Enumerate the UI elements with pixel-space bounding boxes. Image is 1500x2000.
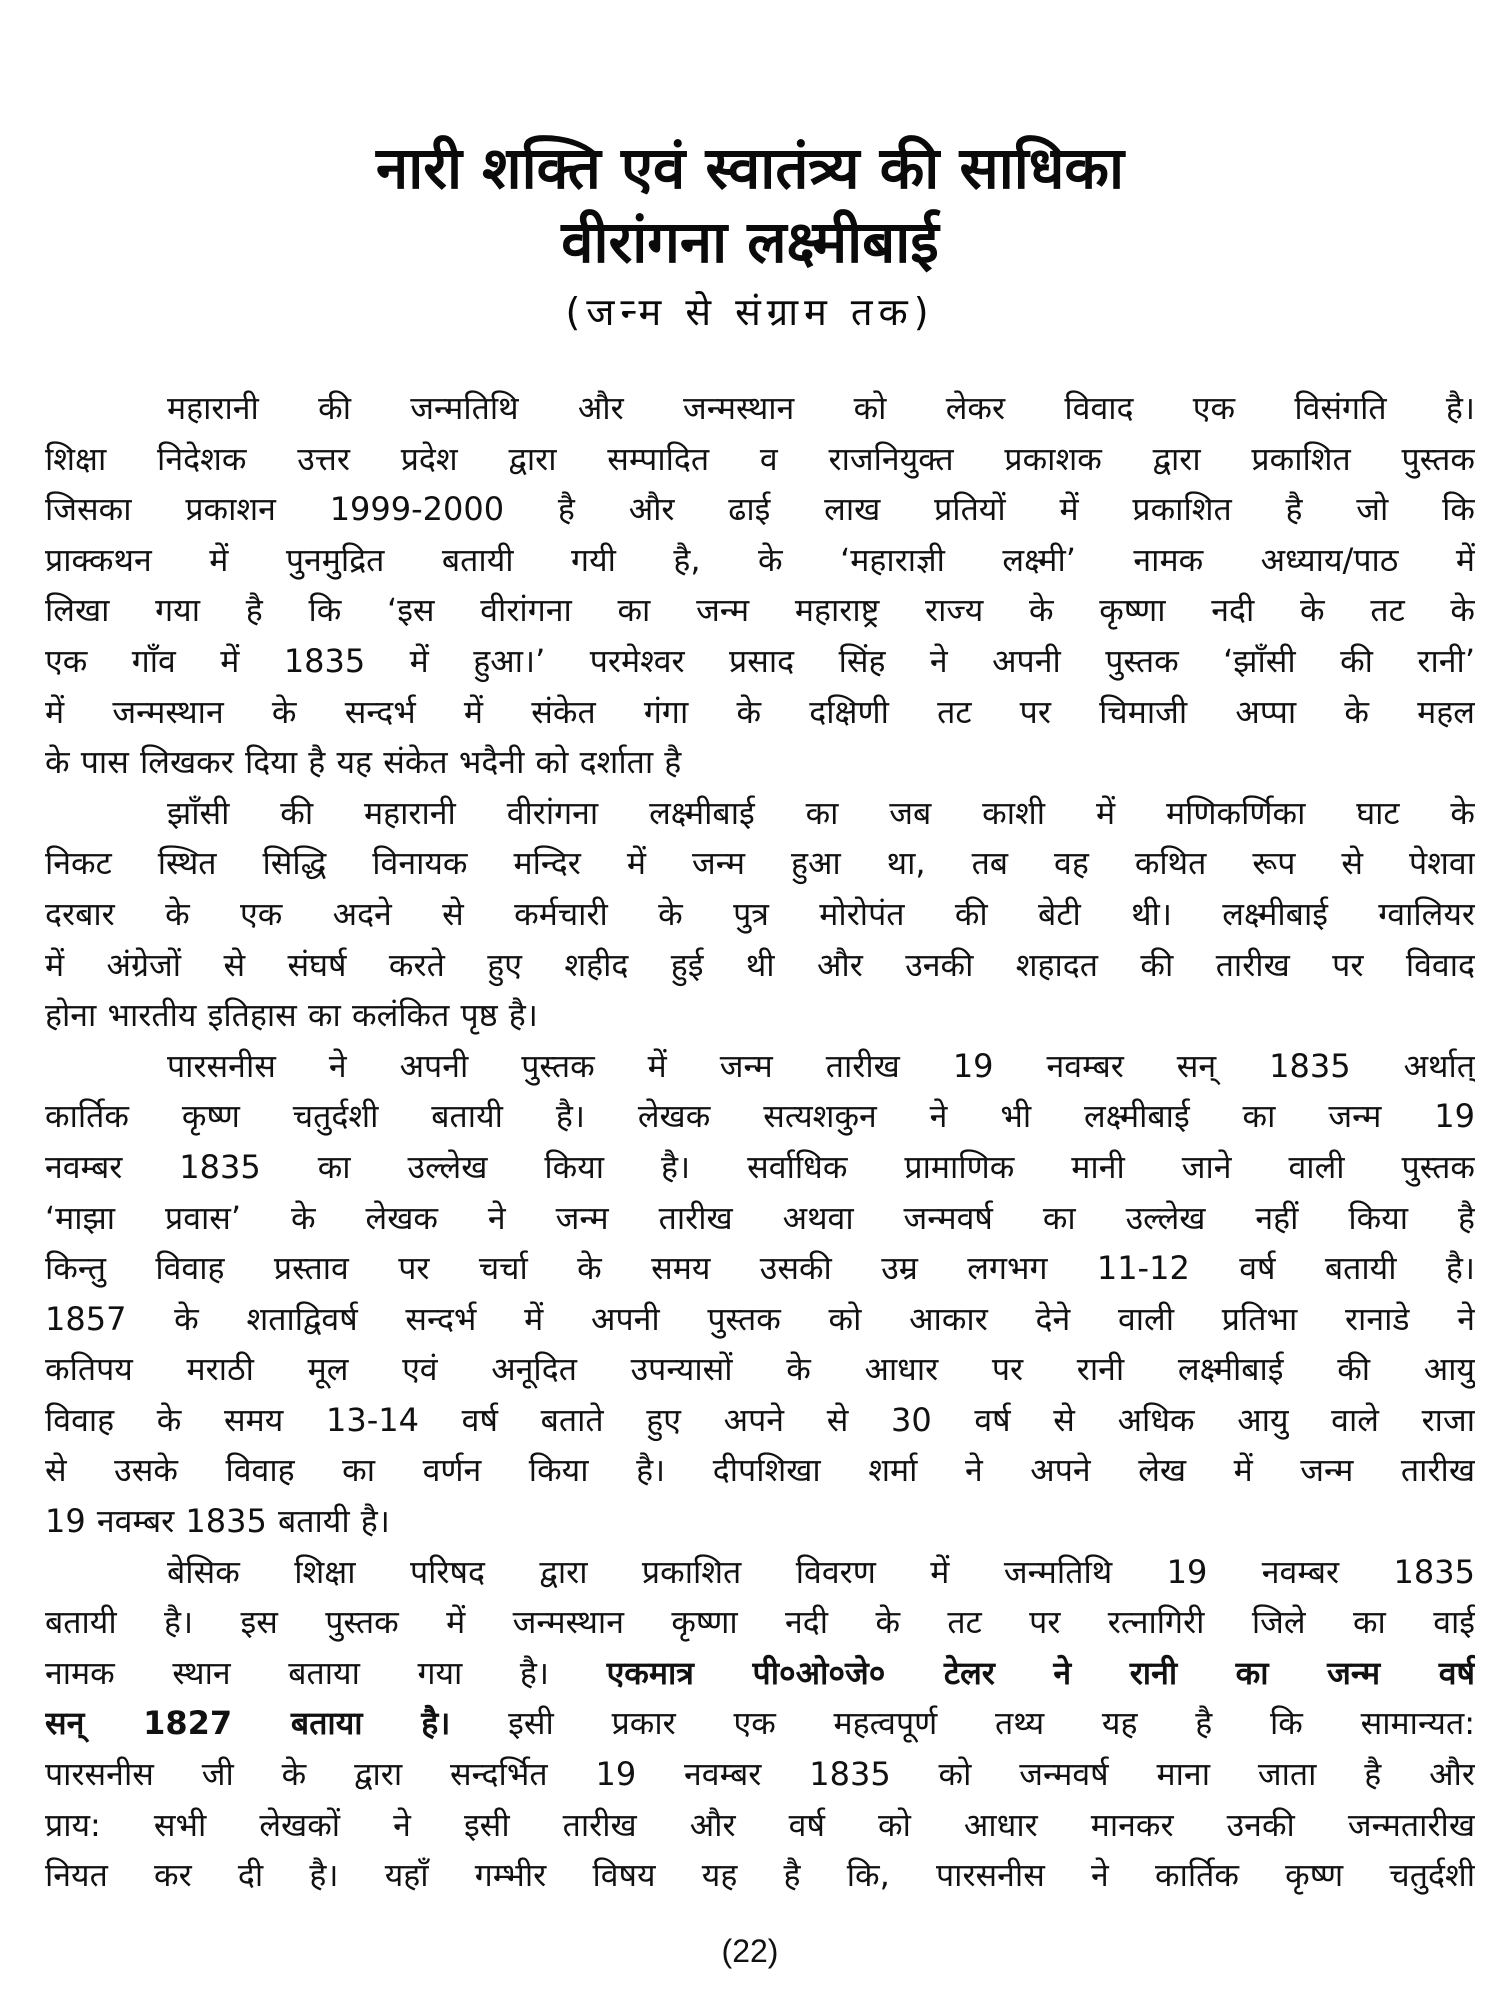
line-content <box>167 794 1475 832</box>
text-line <box>45 1142 1475 1193</box>
text-line <box>45 434 1475 485</box>
text-line <box>45 636 1475 687</box>
text-line <box>45 737 1475 788</box>
text-line <box>45 585 1475 636</box>
paragraph <box>45 1041 1475 1547</box>
text-segment: एक गाँव में 1835 में हुआ।’ परमेश्वर प्रसाद सिंह ने अपनी पुस्तक ‘झाँसी की रानी’ <box>45 641 1475 680</box>
text-segment: में जन्मस्थान के सन्दर्भ में संकेत गंगा के दक्षिणी तट पर चिमाजी अप्पा के महल <box>45 692 1475 731</box>
line-content <box>45 844 1475 882</box>
line-content <box>45 1603 1475 1641</box>
text-segment: प्राक्कथन में पुनमुद्रित बतायी गयी है, के ‘महाराज्ञी लक्ष्मी’ नामक अध्याय/पाठ में <box>45 540 1475 579</box>
text-segment: होना भारतीय इतिहास का कलंकित पृष्ठ है। <box>45 996 538 1035</box>
line-content <box>45 440 1475 478</box>
text-segment: इसी प्रकार एक महत्वपूर्ण तथ्य यह है कि सामान्यत: <box>450 1704 1475 1743</box>
text-segment: में अंग्रेजों से संघर्ष करते हुए शहीद हुई थी और उनकी शहादत की तारीख पर विवाद <box>45 945 1475 984</box>
text-segment: 19 नवम्बर 1835 बतायी है। <box>45 1502 390 1541</box>
line-content <box>45 541 1475 579</box>
paragraph <box>45 788 1475 1041</box>
line-content <box>45 743 681 781</box>
text-line <box>45 990 1475 1041</box>
line-content <box>167 1553 1475 1591</box>
text-line <box>45 1749 1475 1800</box>
text-line <box>45 1496 1475 1547</box>
text-line <box>45 1243 1475 1294</box>
text-line <box>45 1850 1475 1901</box>
text-line <box>45 383 1475 434</box>
text-line <box>45 940 1475 991</box>
text-segment: शिक्षा निदेशक उत्तर प्रदेश द्वारा सम्पादित व राजनियुक्त प्रकाशक द्वारा प्रकाशित पुस्तक <box>45 439 1475 478</box>
page-subtitle: (जन्म से संग्राम तक) <box>565 290 935 334</box>
line-content <box>45 1451 1475 1489</box>
text-segment: 1857 के शताद्विवर्ष सन्दर्भ में अपनी पुस्तक को आकार देने वाली प्रतिभा रानाडे ने <box>45 1299 1475 1338</box>
text-line <box>45 788 1475 839</box>
text-line <box>45 1648 1475 1699</box>
text-line <box>45 1445 1475 1496</box>
text-segment: निकट स्थित सिद्धि विनायक मन्दिर में जन्म हुआ था, तब वह कथित रूप से पेशवा <box>45 844 1475 883</box>
line-content <box>45 642 1475 680</box>
line-content <box>167 389 1475 427</box>
text-line <box>45 889 1475 940</box>
text-segment: दरबार के एक अदने से कर्मचारी के पुत्र मोरोपंत की बेटी थी। लक्ष्मीबाई ग्वालियर <box>45 894 1475 933</box>
text-line <box>45 838 1475 889</box>
line-content <box>45 946 1475 984</box>
text-line <box>45 1698 1475 1749</box>
line-content <box>45 1401 1475 1439</box>
text-segment: विवाह के समय 13-14 वर्ष बताते हुए अपने से 30 वर्ष से अधिक आयु वाले राजा <box>45 1400 1475 1439</box>
line-content <box>45 1755 1475 1793</box>
line-content <box>45 1148 1475 1186</box>
text-line <box>45 1597 1475 1648</box>
text-line <box>45 1091 1475 1142</box>
text-segment: कार्तिक कृष्ण चतुर्दशी बतायी है। लेखक सत्यशकुन ने भी लक्ष्मीबाई का जन्म 19 <box>45 1097 1475 1136</box>
text-segment: नवम्बर 1835 का उल्लेख किया है। सर्वाधिक प्रामाणिक मानी जाने वाली पुस्तक <box>45 1147 1475 1186</box>
text-segment: पारसनीस ने अपनी पुस्तक में जन्म तारीख 19 नवम्बर सन् 1835 अर्थात् <box>167 1046 1475 1085</box>
text-segment: किन्तु विवाह प्रस्ताव पर चर्चा के समय उसकी उम्र लगभग 11-12 वर्ष बतायी है। <box>45 1249 1475 1288</box>
text-segment: पारसनीस जी के द्वारा सन्दर्भित 19 नवम्बर 1835 को जन्मवर्ष माना जाता है और <box>45 1755 1475 1794</box>
line-content <box>45 1502 390 1540</box>
body-text <box>45 383 1475 1901</box>
text-line <box>45 1041 1475 1092</box>
text-segment: नियत कर दी है। यहाँ गम्भीर विषय यह है कि, पारसनीस ने कार्तिक कृष्ण चतुर्दशी <box>45 1856 1475 1895</box>
line-content <box>45 895 1475 933</box>
text-segment: लिखा गया है कि ‘इस वीरांगना का जन्म महाराष्ट्र राज्य के कृष्णा नदी के तट के <box>45 591 1475 630</box>
line-content <box>45 1856 1475 1894</box>
text-segment: झाँसी की महारानी वीरांगना लक्ष्मीबाई का जब काशी में मणिकर्णिका घाट के <box>167 793 1475 832</box>
text-segment: नामक स्थान बताया गया है। <box>45 1653 607 1692</box>
text-line <box>45 1193 1475 1244</box>
text-line <box>45 1294 1475 1345</box>
line-content <box>45 490 1475 528</box>
line-content <box>45 1806 1475 1844</box>
line-content <box>45 1097 1475 1135</box>
page-title: नारी शक्ति एवं स्वातंत्र्य की साधिका <box>376 134 1124 202</box>
emphasized-text: एकमात्र पी०ओ०जे० टेलर ने रानी का जन्म वर्ष <box>606 1653 1475 1692</box>
line-content <box>45 1654 1475 1692</box>
text-segment: प्राय: सभी लेखकों ने इसी तारीख और वर्ष को आधार मानकर उनकी जन्मतारीख <box>45 1805 1475 1844</box>
text-segment: के पास लिखकर दिया है यह संकेत भदैनी को दर्शाता है <box>45 743 682 782</box>
text-line <box>45 1800 1475 1851</box>
line-content <box>45 591 1475 629</box>
text-line <box>45 1395 1475 1446</box>
text-segment: बेसिक शिक्षा परिषद द्वारा प्रकाशित विवरण में जन्मतिथि 19 नवम्बर 1835 <box>167 1552 1475 1591</box>
page-title-name: वीरांगना लक्ष्मीबाई <box>561 208 939 276</box>
emphasized-text: सन् 1827 बताया है। <box>45 1704 451 1743</box>
page-number: (22) <box>721 1933 779 1969</box>
text-line <box>45 1547 1475 1598</box>
paragraph <box>45 383 1475 788</box>
paragraph <box>45 1547 1475 1901</box>
text-line <box>45 535 1475 586</box>
text-segment: जिसका प्रकाशन 1999-2000 है और ढाई लाख प्रतियों में प्रकाशित है जो कि <box>45 490 1475 529</box>
text-line <box>45 687 1475 738</box>
text-segment: बतायी है। इस पुस्तक में जन्मस्थान कृष्णा नदी के तट पर रत्नागिरी जिले का वाई <box>45 1603 1475 1642</box>
text-segment: ‘माझा प्रवास’ के लेखक ने जन्म तारीख अथवा जन्मवर्ष का उल्लेख नहीं किया है <box>45 1198 1475 1237</box>
line-content <box>167 1047 1475 1085</box>
line-content <box>45 996 538 1034</box>
text-segment: से उसके विवाह का वर्णन किया है। दीपशिखा शर्मा ने अपने लेख में जन्म तारीख <box>45 1451 1475 1490</box>
text-segment: कतिपय मराठी मूल एवं अनूदित उपन्यासों के आधार पर रानी लक्ष्मीबाई की आयु <box>45 1350 1475 1389</box>
line-content <box>45 1704 1475 1742</box>
text-line <box>45 1344 1475 1395</box>
line-content <box>45 1249 1475 1287</box>
text-line <box>45 484 1475 535</box>
text-segment: महारानी की जन्मतिथि और जन्मस्थान को लेकर विवाद एक विसंगति है। <box>167 389 1475 427</box>
line-content <box>45 1199 1475 1237</box>
line-content <box>45 1300 1475 1338</box>
line-content <box>45 1350 1475 1388</box>
line-content <box>45 693 1475 731</box>
